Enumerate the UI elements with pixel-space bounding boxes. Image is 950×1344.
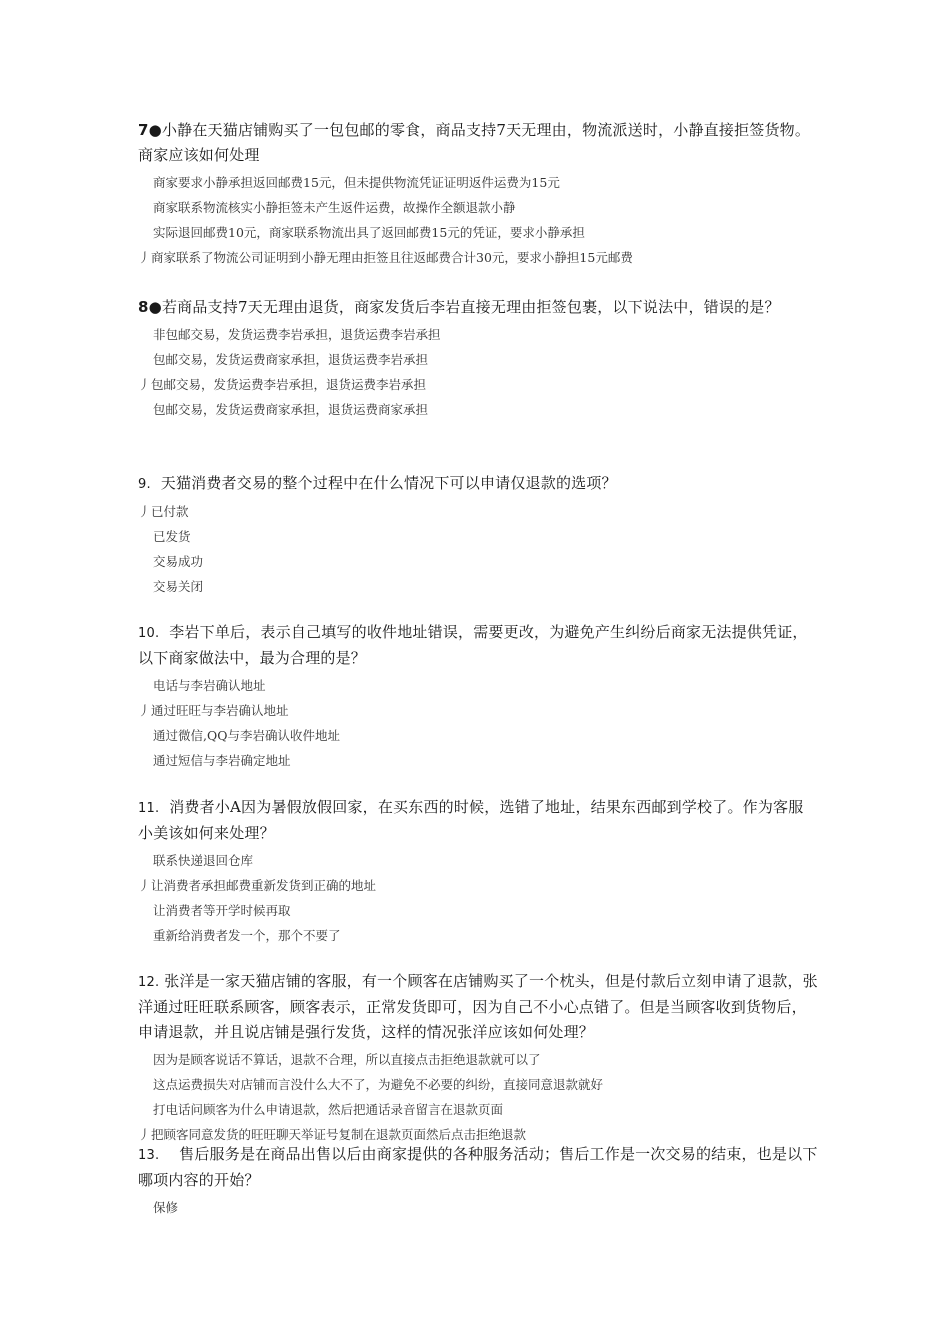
option-text: 保修: [153, 1200, 179, 1215]
option[interactable]: [138, 322, 818, 347]
question-number: 8●: [138, 298, 162, 316]
option-text: 让消费者承担邮费重新发货到正确的地址: [151, 878, 377, 893]
option-text: 已付款: [151, 504, 189, 519]
option-text: 联系快递退回仓库: [153, 853, 254, 868]
question-text: [138, 118, 818, 168]
check-mark-icon: 丿: [138, 1127, 151, 1142]
question-body: 天猫消费者交易的整个过程中在什么情况下可以申请仅退款的选项？: [160, 474, 617, 492]
option-text: 商家要求小静承担返回邮费15元，但未提供物流凭证证明返件运费为15元: [153, 175, 560, 190]
option[interactable]: [138, 170, 818, 195]
option-text: 商家联系物流核实小静拒签未产生返件运费，故操作全额退款小静: [153, 200, 516, 215]
question-text: [138, 295, 818, 320]
option-text: 已发货: [153, 529, 191, 544]
option[interactable]: [138, 1047, 818, 1072]
option-selected[interactable]: [138, 698, 818, 723]
option-list: [138, 848, 818, 948]
option-text: 这点运费损失对店铺而言没什么大不了，为避免不必要的纠纷，直接同意退款就好: [153, 1077, 604, 1092]
option-text: 通过旺旺与李岩确认地址: [151, 703, 289, 718]
option-list: [138, 322, 818, 422]
option-text: 电话与李岩确认地址: [153, 678, 266, 693]
option[interactable]: [138, 347, 818, 372]
question-text: [138, 795, 818, 846]
option[interactable]: [138, 195, 818, 220]
question-number: 11.: [138, 801, 160, 816]
question-body: 消费者小A因为暑假放假回家，在买东西的时候，选错了地址，结果东西邮到学校了。作为客服小美该如何来处理？: [138, 798, 804, 842]
question-body: 小静在天猫店铺购买了一包包邮的零食，商品支持7天无理由，物流派送时，小静直接拒签货物。商家应该如何处理: [138, 121, 811, 164]
option[interactable]: [138, 1072, 818, 1097]
option[interactable]: [138, 723, 818, 748]
question-number: 7●: [138, 121, 162, 139]
option-text: 通过微信,QQ与李岩确认收件地址: [153, 728, 340, 743]
check-mark-icon: 丿: [138, 878, 151, 893]
question-number: 13.: [138, 1148, 160, 1163]
option[interactable]: [138, 524, 818, 549]
question-8: [138, 295, 818, 422]
question-body: 售后服务是在商品出售以后由商家提供的各种服务活动；售后工作是一次交易的结束，也是以下哪项内容的开始？: [138, 1145, 818, 1189]
question-11: [138, 795, 818, 948]
question-text: [138, 471, 818, 497]
option-text: 包邮交易，发货运费商家承担，退货运费李岩承担: [153, 352, 429, 367]
question-12: [138, 969, 818, 1147]
option-text: 实际退回邮费10元，商家联系物流出具了返回邮费15元的凭证，要求小静承担: [153, 225, 585, 240]
option[interactable]: [138, 397, 818, 422]
option-text: 交易关闭: [153, 579, 204, 594]
option-text: 通过短信与李岩确定地址: [153, 753, 291, 768]
question-body: 若商品支持7天无理由退货，商家发货后李岩直接无理由拒签包裹，以下说法中，错误的是？: [161, 298, 780, 316]
option-text: 包邮交易，发货运费商家承担，退货运费商家承担: [153, 402, 429, 417]
option-text: 因为是顾客说话不算话，退款不合理，所以直接点击拒绝退款就可以了: [153, 1052, 541, 1067]
question-body: 李岩下单后，表示自己填写的收件地址错误，需要更改，为避免产生纠纷后商家无法提供凭证，以下商家做法中，最为合理的是？: [138, 623, 808, 667]
option-text: 包邮交易，发货运费李岩承担，退货运费李岩承担: [151, 377, 427, 392]
option[interactable]: [138, 220, 818, 245]
check-mark-icon: 丿: [138, 703, 151, 718]
option-selected[interactable]: [138, 499, 818, 524]
option[interactable]: [138, 923, 818, 948]
question-number: 9.: [138, 477, 151, 492]
question-10: [138, 620, 818, 773]
option[interactable]: [138, 748, 818, 773]
option-text: 让消费者等开学时候再取: [153, 903, 291, 918]
question-7: [138, 118, 818, 270]
option[interactable]: [138, 898, 818, 923]
option-text: 交易成功: [153, 554, 204, 569]
option-text: 非包邮交易，发货运费李岩承担，退货运费李岩承担: [153, 327, 441, 342]
option-selected[interactable]: [138, 245, 818, 270]
option-list: [138, 673, 818, 773]
option-text: 商家联系了物流公司证明到小静无理由拒签且往返邮费合计30元，要求小静担15元邮费: [151, 250, 633, 265]
question-text: [138, 620, 818, 671]
option-list: [138, 1195, 818, 1220]
option[interactable]: [138, 1097, 818, 1122]
question-13: [138, 1142, 818, 1220]
question-body: 张洋是一家天猫店铺的客服，有一个顾客在店铺购买了一个枕头，但是付款后立刻申请了退款，张洋通过旺旺联系顾客，顾客表示，正常发货即可，因为自己不小心点错了。但是当顾客收到货物后，申请退款，并且说店铺是强行发货，这样的情况张洋应该如何处理？: [138, 972, 818, 1041]
option[interactable]: [138, 673, 818, 698]
option-list: [138, 170, 818, 270]
question-text: [138, 969, 818, 1045]
question-text: [138, 1142, 818, 1193]
option-list: [138, 1047, 818, 1147]
option[interactable]: [138, 574, 818, 599]
check-mark-icon: 丿: [138, 250, 151, 265]
option-selected[interactable]: [138, 372, 818, 397]
option-text: 打电话问顾客为什么申请退款，然后把通话录音留言在退款页面: [153, 1102, 504, 1117]
option[interactable]: [138, 848, 818, 873]
option[interactable]: [138, 549, 818, 574]
option-text: 把顾客同意发货的旺旺聊天举证号复制在退款页面然后点击拒绝退款: [151, 1127, 527, 1142]
option-selected[interactable]: [138, 873, 818, 898]
check-mark-icon: 丿: [138, 504, 151, 519]
option[interactable]: [138, 1195, 818, 1220]
check-mark-icon: 丿: [138, 377, 151, 392]
option-text: 重新给消费者发一个，那个不要了: [153, 928, 341, 943]
question-number: 12.: [138, 975, 160, 990]
option-list: [138, 499, 818, 599]
question-number: 10.: [138, 626, 160, 641]
question-9: [138, 471, 818, 599]
